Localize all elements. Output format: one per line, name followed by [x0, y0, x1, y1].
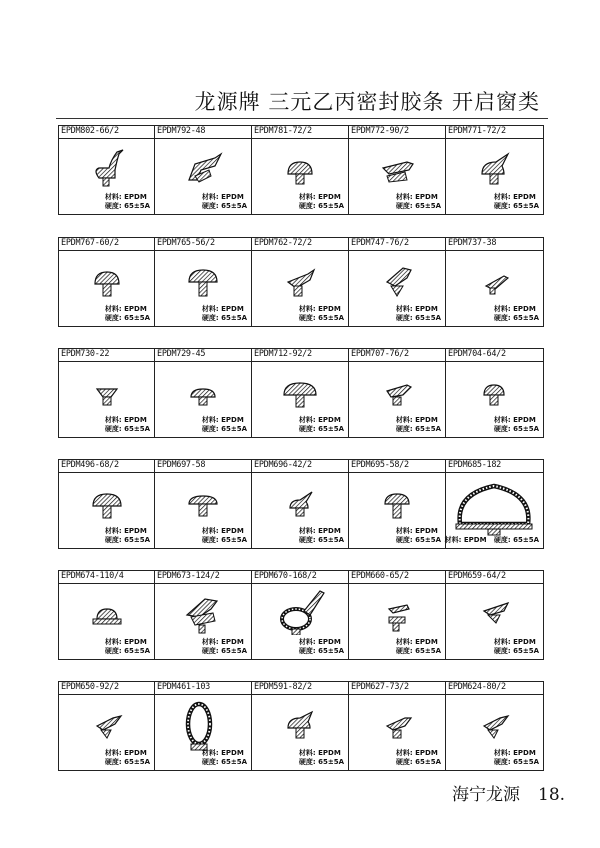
seal-profile-icon	[155, 585, 251, 635]
profile-table-row-1	[58, 125, 544, 215]
spec-block: 材料: EPDM 硬度: 65±5A	[201, 193, 247, 210]
profile-cell	[252, 126, 349, 214]
spec-block: 材料: EPDM 硬度: 65±5A	[201, 305, 247, 322]
page-number: 18.	[538, 785, 566, 805]
profile-cell	[349, 460, 446, 548]
profile-code: EPDM685-182	[448, 460, 501, 470]
seal-profile-icon	[252, 252, 348, 302]
profile-table-row-6	[58, 681, 544, 771]
profile-cell	[59, 349, 155, 437]
seal-profile-icon	[155, 474, 251, 524]
spec-block: 材料: EPDM 硬度: 65±5A	[201, 416, 247, 433]
profile-cell	[349, 126, 446, 214]
profile-cell	[59, 238, 155, 326]
profile-cell	[349, 238, 446, 326]
seal-profile-icon	[349, 474, 445, 524]
profile-cell	[446, 682, 543, 770]
profile-cell	[155, 571, 252, 659]
profile-cell	[252, 682, 349, 770]
seal-profile-icon	[446, 363, 542, 413]
profile-cell	[446, 349, 543, 437]
profile-code: EPDM767-60/2	[61, 238, 119, 248]
seal-profile-icon	[59, 696, 155, 746]
company-name: 海宁龙源	[452, 785, 520, 805]
seal-profile-icon	[446, 585, 542, 635]
page-footer	[452, 780, 565, 805]
seal-profile-icon	[252, 585, 348, 635]
profile-code: EPDM674-110/4	[61, 571, 124, 581]
spec-block: 材料: EPDM 硬度: 65±5A	[104, 416, 150, 433]
spec-block: 材料: EPDM 硬度: 65±5A	[104, 749, 150, 766]
seal-profile-icon	[349, 140, 445, 190]
profile-code: EPDM673-124/2	[157, 571, 220, 581]
seal-profile-icon	[446, 696, 542, 746]
profile-cell	[252, 571, 349, 659]
profile-code: EPDM729-45	[157, 349, 206, 359]
seal-profile-icon	[59, 474, 155, 524]
profile-code: EPDM737-38	[448, 238, 497, 248]
profile-code: EPDM624-80/2	[448, 682, 506, 692]
spec-block: 材料: EPDM 硬度: 65±5A	[201, 638, 247, 655]
profile-code: EPDM765-56/2	[157, 238, 215, 248]
spec-block: 材料: EPDM 硬度: 65±5A	[493, 638, 539, 655]
profile-code: EPDM712-92/2	[254, 349, 312, 359]
seal-profile-icon	[155, 252, 251, 302]
spec-block: 材料: EPDM 硬度: 65±5A	[298, 193, 344, 210]
seal-profile-icon	[349, 696, 445, 746]
profile-code: EPDM704-64/2	[448, 349, 506, 359]
profile-code: EPDM747-76/2	[351, 238, 409, 248]
spec-block: 材料: EPDM 硬度: 65±5A	[493, 749, 539, 766]
spec-block: 材料: EPDM 硬度: 65±5A	[298, 749, 344, 766]
spec-block: 材料: EPDM 硬度: 65±5A	[395, 749, 441, 766]
profile-cell	[155, 126, 252, 214]
profile-code: EPDM695-58/2	[351, 460, 409, 470]
profile-code: EPDM461-103	[157, 682, 210, 692]
seal-profile-icon	[59, 252, 155, 302]
profile-code: EPDM792-48	[157, 126, 206, 136]
profile-cell	[59, 460, 155, 548]
profile-code: EPDM772-90/2	[351, 126, 409, 136]
spec-block: 材料: EPDM 硬度: 65±5A	[493, 193, 539, 210]
profile-code: EPDM802-66/2	[61, 126, 119, 136]
seal-profile-icon	[446, 252, 542, 302]
profile-code: EPDM762-72/2	[254, 238, 312, 248]
seal-profile-icon	[349, 585, 445, 635]
profile-code: EPDM627-73/2	[351, 682, 409, 692]
profile-code: EPDM660-65/2	[351, 571, 409, 581]
seal-profile-icon	[252, 696, 348, 746]
profile-cell	[59, 682, 155, 770]
seal-profile-icon	[252, 140, 348, 190]
spec-block: 材料: EPDM 硬度: 65±5A	[395, 416, 441, 433]
profile-code: EPDM670-168/2	[254, 571, 317, 581]
profile-code: EPDM771-72/2	[448, 126, 506, 136]
profile-cell	[446, 460, 543, 548]
profile-cell	[349, 571, 446, 659]
profile-table-row-3	[58, 348, 544, 438]
spec-block: 材料: EPDM 硬度: 65±5A	[298, 638, 344, 655]
profile-code: EPDM730-22	[61, 349, 110, 359]
profile-code: EPDM496-68/2	[61, 460, 119, 470]
profile-cell	[349, 349, 446, 437]
seal-profile-icon	[349, 363, 445, 413]
spec-block: 材料: EPDM 硬度: 65±5A	[395, 193, 441, 210]
profile-cell	[446, 571, 543, 659]
profile-code: EPDM696-42/2	[254, 460, 312, 470]
seal-profile-icon	[446, 140, 542, 190]
spec-block: 材料: EPDM 硬度: 65±5A	[104, 527, 150, 544]
spec-block: 材料: EPDM 硬度: 65±5A	[395, 305, 441, 322]
seal-profile-icon	[59, 140, 155, 190]
profile-table-row-2	[58, 237, 544, 327]
spec-block: 材料: EPDM 硬度: 65±5A	[201, 749, 247, 766]
spec-block: 材料: EPDM 硬度: 65±5A	[493, 305, 539, 322]
profile-cell	[252, 349, 349, 437]
title-rule	[56, 118, 548, 119]
seal-profile-icon	[59, 585, 155, 635]
spec-block: 材料: EPDM 硬度: 65±5A	[395, 638, 441, 655]
spec-block: 材料: EPDM 硬度: 65±5A	[298, 416, 344, 433]
profile-cell	[155, 460, 252, 548]
spec-block: 材料: EPDM 硬度: 65±5A	[395, 527, 441, 544]
profile-cell	[446, 126, 543, 214]
profile-cell	[252, 460, 349, 548]
seal-profile-icon	[252, 363, 348, 413]
profile-cell	[155, 682, 252, 770]
profile-code: EPDM591-82/2	[254, 682, 312, 692]
spec-block: 材料: EPDM 硬度: 65±5A	[104, 193, 150, 210]
profile-code: EPDM659-64/2	[448, 571, 506, 581]
profile-code: EPDM697-58	[157, 460, 206, 470]
profile-table-row-4	[58, 459, 544, 549]
page-title: 龙源牌 三元乙丙密封胶条 开启窗类	[194, 90, 540, 114]
spec-block: 材料: EPDM 硬度: 65±5A	[104, 305, 150, 322]
profile-cell	[155, 238, 252, 326]
spec-block: 材料: EPDM 硬度: 65±5A	[201, 527, 247, 544]
profile-cell	[59, 571, 155, 659]
spec-block: 材料: EPDM 硬度: 65±5A	[298, 527, 344, 544]
profile-cell	[446, 238, 543, 326]
profile-cell	[155, 349, 252, 437]
profile-cell	[252, 238, 349, 326]
seal-profile-icon	[446, 474, 542, 536]
seal-profile-icon	[252, 474, 348, 524]
spec-block: 材料: EPDM 硬度: 65±5A	[444, 536, 539, 544]
profile-table-row-5	[58, 570, 544, 660]
spec-block: 材料: EPDM 硬度: 65±5A	[493, 416, 539, 433]
profile-code: EPDM781-72/2	[254, 126, 312, 136]
profile-code: EPDM650-92/2	[61, 682, 119, 692]
seal-profile-icon	[155, 140, 251, 190]
seal-profile-icon	[155, 363, 251, 413]
spec-block: 材料: EPDM 硬度: 65±5A	[104, 638, 150, 655]
profile-cell	[349, 682, 446, 770]
profile-cell	[59, 126, 155, 214]
profile-code: EPDM707-76/2	[351, 349, 409, 359]
seal-profile-icon	[59, 363, 155, 413]
seal-profile-icon	[349, 252, 445, 302]
spec-block: 材料: EPDM 硬度: 65±5A	[298, 305, 344, 322]
